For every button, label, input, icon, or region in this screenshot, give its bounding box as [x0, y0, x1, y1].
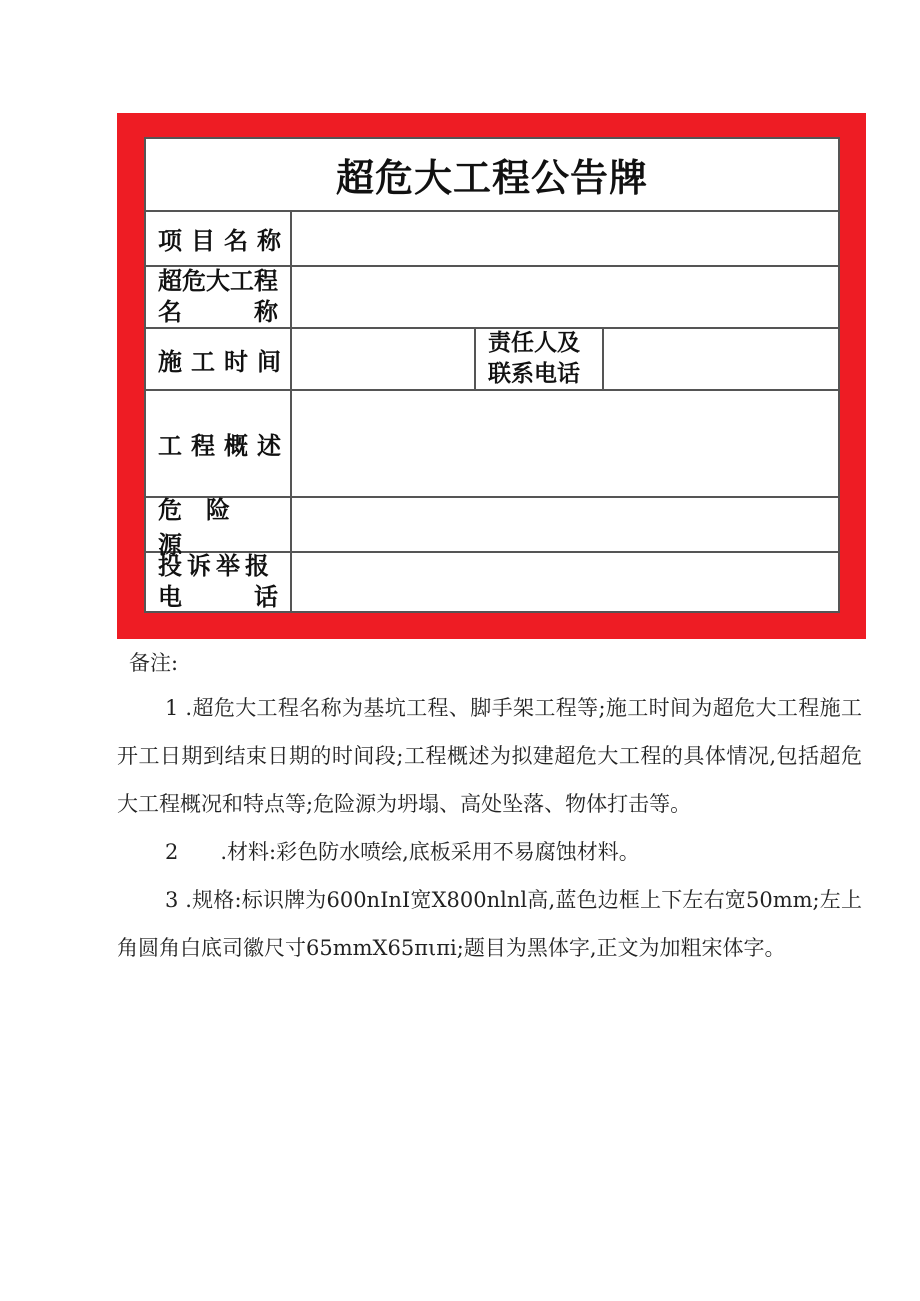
- label-project-type-line2: [158, 297, 278, 328]
- label-project-name: 项目名称: [146, 212, 292, 265]
- notice-board-table: [144, 137, 840, 613]
- label-construction-time: 施工时间: [146, 329, 292, 389]
- board-title: 超危大工程公告牌: [146, 139, 838, 212]
- label-complaint-line1: 投诉举报: [158, 552, 274, 580]
- label-complaint: [146, 553, 292, 611]
- label-overview: 工程概述: [146, 391, 292, 496]
- row-complaint: [146, 553, 838, 611]
- label-complaint-line2-b: 话: [254, 583, 278, 611]
- label-complaint-line2-a: 电: [158, 583, 182, 611]
- row-project-name: [146, 212, 838, 267]
- notice-board: [117, 113, 866, 639]
- note-item-2: 2 .材料:彩色防水喷绘,底板采用不易腐蚀材料。: [165, 840, 640, 864]
- label-project-type: [146, 267, 292, 327]
- label-complaint-line2: [158, 582, 278, 613]
- label-responsible-line1: 责任人及: [488, 330, 580, 356]
- note-item-3: 3 .规格:标识牌为600nInI宽X800nlnl高,蓝色边框上下左右宽50mm;左上角圆角白底司徽尺寸65mmX65πιπi;题目为黑体字,正文为加粗宋体字。: [117, 888, 862, 960]
- notes-heading: 备注:: [129, 651, 179, 675]
- row-construction-time: [146, 329, 838, 391]
- label-project-type-line2-a: 名: [158, 298, 182, 326]
- label-responsible-line2: 联系电话: [488, 361, 580, 387]
- label-hazard: 危险源: [146, 498, 292, 551]
- label-project-type-line1: 超危大工程: [158, 267, 278, 295]
- row-project-type: [146, 267, 838, 329]
- note-item-1: 1 .超危大工程名称为基坑工程、脚手架工程等;施工时间为超危大工程施工开工日期到结束日期的时间段;工程概述为拟建超危大工程的具体情况,包括超危大工程概况和特点等;危险源为坍塌、高处坠落、物体打击等。: [117, 696, 862, 816]
- notes-section: [117, 648, 862, 972]
- label-responsible: [474, 329, 604, 389]
- row-overview: [146, 391, 838, 498]
- label-project-type-line2-b: 称: [254, 298, 278, 326]
- row-hazard: [146, 495, 838, 559]
